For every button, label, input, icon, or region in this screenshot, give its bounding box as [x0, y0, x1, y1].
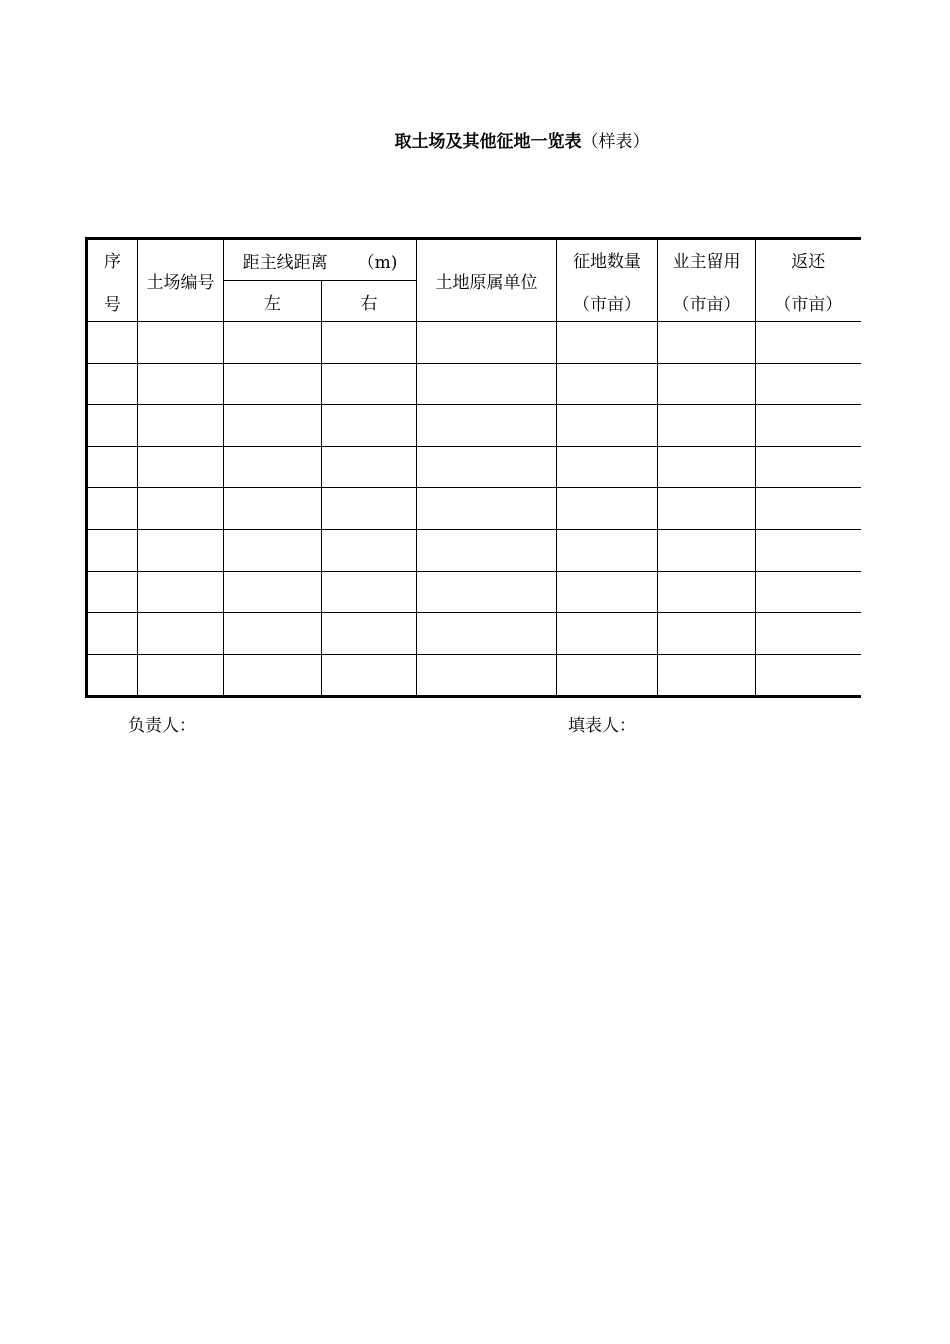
- document-title: [0, 130, 950, 154]
- table-cell: [756, 363, 861, 405]
- table-cell: [557, 529, 658, 571]
- table-row: [87, 322, 861, 364]
- header-returned-unit: （市亩）: [774, 294, 843, 315]
- table-cell: [224, 405, 322, 447]
- table-cell: [322, 613, 417, 655]
- table-cell: [417, 322, 557, 364]
- table-cell: [756, 322, 861, 364]
- table-cell: [417, 613, 557, 655]
- table-cell: [87, 529, 138, 571]
- table-cell: [417, 488, 557, 530]
- table-row: [87, 446, 861, 488]
- table-cell: [87, 446, 138, 488]
- table-cell: [138, 529, 224, 571]
- table-cell: [557, 488, 658, 530]
- table-cell: [322, 654, 417, 696]
- table-cell: [557, 363, 658, 405]
- table-cell: [87, 322, 138, 364]
- table-cell: [557, 654, 658, 696]
- table-cell: [658, 654, 756, 696]
- table-cell: [417, 446, 557, 488]
- filled-by-label: 填表人：: [568, 716, 636, 736]
- header-acquired-qty: [557, 239, 658, 322]
- table-cell: [658, 529, 756, 571]
- table-cell: [756, 488, 861, 530]
- table-cell: [322, 488, 417, 530]
- title-main: 取土场及其他征地一览表: [394, 132, 582, 152]
- table-cell: [557, 446, 658, 488]
- table-cell: [557, 405, 658, 447]
- table-cell: [138, 488, 224, 530]
- table-cell: [756, 446, 861, 488]
- table-row: [87, 529, 861, 571]
- table-cell: [87, 571, 138, 613]
- title-suffix: （样表）: [581, 132, 650, 152]
- table-cell: [756, 613, 861, 655]
- table-cell: [87, 363, 138, 405]
- table-cell: [322, 322, 417, 364]
- header-left: 左: [224, 281, 322, 322]
- header-right: 右: [322, 281, 417, 322]
- header-seq-top: 序: [104, 251, 121, 272]
- table-cell: [658, 363, 756, 405]
- table-cell: [557, 322, 658, 364]
- table-cell: [658, 488, 756, 530]
- table-cell: [658, 405, 756, 447]
- header-distance-unit: （m): [357, 252, 398, 273]
- table-cell: [658, 322, 756, 364]
- table-cell: [557, 571, 658, 613]
- table-cell: [138, 322, 224, 364]
- table-cell: [224, 571, 322, 613]
- table-cell: [417, 571, 557, 613]
- table-cell: [658, 446, 756, 488]
- table-cell: [87, 654, 138, 696]
- table-cell: [658, 613, 756, 655]
- header-site-no: 土场编号: [138, 239, 224, 322]
- table-cell: [557, 613, 658, 655]
- table-cell: [756, 405, 861, 447]
- table-row: [87, 654, 861, 696]
- table-row: [87, 488, 861, 530]
- table-row: [87, 613, 861, 655]
- header-distance: [224, 239, 417, 281]
- table-cell: [224, 654, 322, 696]
- table-cell: [138, 405, 224, 447]
- table-cell: [87, 488, 138, 530]
- header-seq: [87, 239, 138, 322]
- header-returned: [756, 239, 861, 322]
- table-cell: [658, 571, 756, 613]
- table-cell: [138, 363, 224, 405]
- table-row: [87, 571, 861, 613]
- header-owner-retained: [658, 239, 756, 322]
- header-returned-label: 返还: [791, 251, 826, 272]
- table-cell: [224, 322, 322, 364]
- table-cell: [224, 529, 322, 571]
- responsible-label: 负责人：: [128, 716, 196, 736]
- table-cell: [417, 405, 557, 447]
- table-cell: [87, 405, 138, 447]
- land-acquisition-table: [85, 237, 861, 698]
- table-cell: [322, 363, 417, 405]
- table-cell: [138, 571, 224, 613]
- header-seq-bottom: 号: [104, 294, 121, 315]
- header-original-unit: 土地原属单位: [417, 239, 557, 322]
- table-cell: [417, 363, 557, 405]
- header-acquired-qty-unit: （市亩）: [573, 294, 642, 315]
- table-cell: [322, 529, 417, 571]
- table-cell: [417, 654, 557, 696]
- table-cell: [756, 529, 861, 571]
- header-owner-retained-unit: （市亩）: [672, 294, 741, 315]
- header-distance-label: 距主线距离: [242, 252, 328, 273]
- table-row: [87, 405, 861, 447]
- table-cell: [87, 613, 138, 655]
- table-cell: [322, 446, 417, 488]
- table-cell: [138, 654, 224, 696]
- table-cell: [756, 654, 861, 696]
- table-body: [87, 322, 861, 697]
- header-acquired-qty-label: 征地数量: [573, 251, 642, 272]
- table-cell: [138, 446, 224, 488]
- table-cell: [756, 571, 861, 613]
- table-row: [87, 363, 861, 405]
- table-cell: [224, 613, 322, 655]
- table-cell: [322, 405, 417, 447]
- table-cell: [224, 363, 322, 405]
- table-cell: [322, 571, 417, 613]
- header-owner-retained-label: 业主留用: [672, 251, 741, 272]
- table-cell: [417, 529, 557, 571]
- table-cell: [224, 446, 322, 488]
- table-cell: [224, 488, 322, 530]
- table-cell: [138, 613, 224, 655]
